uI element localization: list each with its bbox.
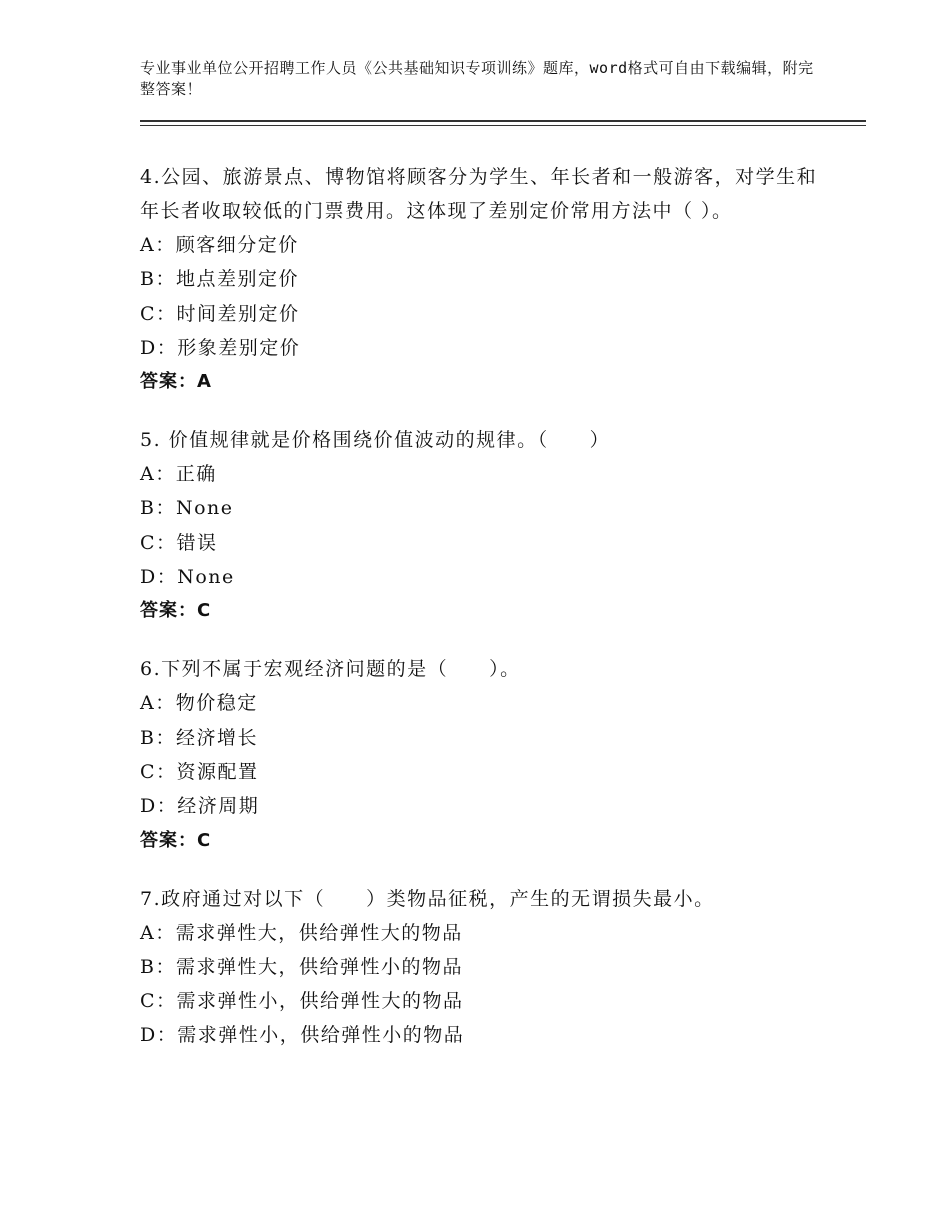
option-a: A：需求弹性大，供给弹性大的物品	[140, 921, 463, 944]
answer-value: A	[197, 371, 212, 393]
option-c: C：时间差别定价	[140, 302, 300, 325]
answer-value: C	[197, 829, 212, 851]
question-stem: 5. 价值规律就是价格围绕价值波动的规律。（ ）	[140, 429, 611, 452]
question-stem: 6.下列不属于宏观经济问题的是（ ）。	[140, 658, 521, 681]
header-rule-bottom	[140, 125, 866, 126]
option-d: D：需求弹性小，供给弹性小的物品	[140, 1024, 465, 1047]
answer-line	[140, 594, 820, 628]
option-b: B：需求弹性大，供给弹性小的物品	[140, 955, 463, 978]
question-list	[140, 160, 820, 1077]
answer-line	[140, 824, 820, 858]
option-a: A：顾客细分定价	[140, 234, 299, 256]
answer-value: C	[197, 600, 212, 622]
question-5	[140, 423, 820, 628]
answer-line	[140, 365, 820, 399]
question-7	[140, 882, 820, 1053]
option-a: A：正确	[140, 463, 217, 486]
option-d: D：None	[140, 566, 235, 589]
option-c: C：错误	[140, 531, 218, 554]
option-a: A：物价稳定	[140, 692, 258, 715]
header-rule-top	[140, 120, 866, 122]
option-b: B：经济增长	[140, 726, 258, 749]
question-stem: 4.公园、旅游景点、博物馆将顾客分为学生、年长者和一般游客，对学生和年长者收取较低的门票费用。这体现了差别定价常用方法中（ ）。	[140, 166, 818, 222]
document-header: 专业事业单位公开招聘工作人员《公共基础知识专项训练》题库，word格式可自由下载编辑，附完整答案！	[140, 59, 814, 98]
option-d: D：经济周期	[140, 795, 260, 818]
option-b: B：地点差别定价	[140, 268, 299, 291]
option-d: D：形象差别定价	[140, 336, 301, 359]
option-c: C：资源配置	[140, 760, 259, 783]
answer-label: 答案：	[140, 600, 197, 622]
option-c: C：需求弹性小，供给弹性大的物品	[140, 990, 464, 1013]
question-stem: 7.政府通过对以下（ ）类物品征税，产生的无谓损失最小。	[140, 887, 715, 910]
answer-label: 答案：	[140, 829, 197, 851]
question-4	[140, 160, 820, 399]
question-6	[140, 652, 820, 857]
option-b: B：None	[140, 497, 234, 520]
answer-label: 答案：	[140, 371, 197, 393]
